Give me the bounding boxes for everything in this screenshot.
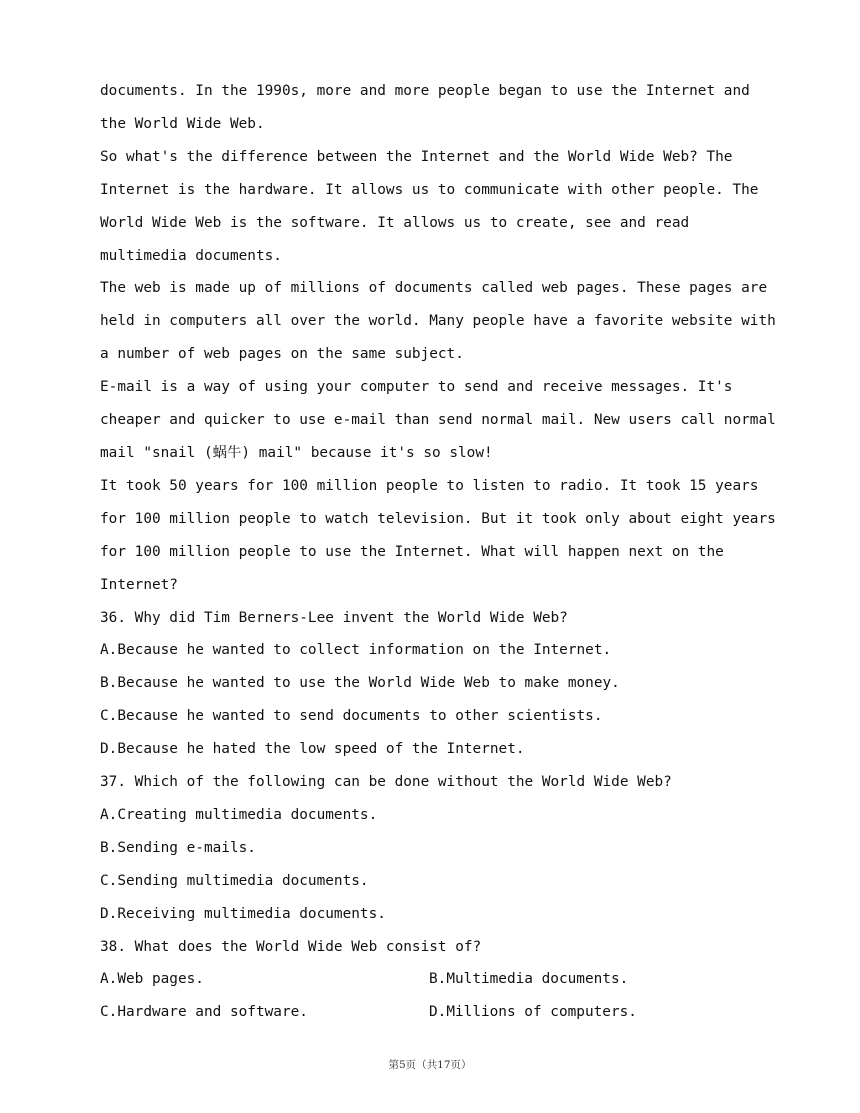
passage-line: for 100 million people to watch television. But it took only about eight years xyxy=(100,510,776,527)
option-d: D.Receiving multimedia documents. xyxy=(100,905,386,922)
question-stem: 37. Which of the following can be done without the World Wide Web? xyxy=(100,774,672,791)
option-b: B.Because he wanted to use the World Wide Web to make money. xyxy=(100,675,620,692)
option-a: A.Because he wanted to collect information on the Internet. xyxy=(100,642,612,659)
option-c: C.Sending multimedia documents. xyxy=(100,872,369,889)
options-row xyxy=(100,963,780,996)
passage-line: cheaper and quicker to use e-mail than send normal mail. New users call normal xyxy=(100,412,776,429)
passage-line: Internet is the hardware. It allows us to communicate with other people. The xyxy=(100,181,759,198)
question-36 xyxy=(100,602,780,767)
document-body xyxy=(100,75,780,1029)
passage-line: Internet? xyxy=(100,576,178,593)
option-b: B.Sending e-mails. xyxy=(100,839,256,856)
passage-line: for 100 million people to use the Internet. What will happen next on the xyxy=(100,543,724,560)
passage-line: the World Wide Web. xyxy=(100,115,265,132)
question-37 xyxy=(100,766,780,931)
question-stem: 36. Why did Tim Berners-Lee invent the World Wide Web? xyxy=(100,609,568,626)
reading-passage xyxy=(100,75,780,602)
option-d: D.Because he hated the low speed of the Internet. xyxy=(100,741,525,758)
question-stem: 38. What does the World Wide Web consist of? xyxy=(100,938,482,955)
passage-line: So what's the difference between the Internet and the World Wide Web? The xyxy=(100,148,733,165)
option-b: B.Multimedia documents. xyxy=(429,971,629,988)
passage-line: World Wide Web is the software. It allows us to create, see and read xyxy=(100,214,690,231)
option-a: A.Creating multimedia documents. xyxy=(100,806,378,823)
passage-line: documents. In the 1990s, more and more people began to use the Internet and xyxy=(100,83,750,99)
options-row xyxy=(100,996,780,1029)
passage-line: held in computers all over the world. Many people have a favorite website with xyxy=(100,313,776,330)
passage-line: E-mail is a way of using your computer to send and receive messages. It's xyxy=(100,379,733,396)
page-number-footer: 第5页（共17页） xyxy=(388,1059,472,1071)
option-d: D.Millions of computers. xyxy=(429,1004,637,1021)
question-38 xyxy=(100,931,780,1030)
option-c: C.Because he wanted to send documents to other scientists. xyxy=(100,708,603,725)
passage-line: The web is made up of millions of documents called web pages. These pages are xyxy=(100,280,768,297)
passage-line: mail "snail (蜗牛) mail" because it's so slow! xyxy=(100,444,493,461)
option-a: A.Web pages. xyxy=(100,971,204,988)
option-c: C.Hardware and software. xyxy=(100,1004,308,1021)
passage-line: It took 50 years for 100 million people to listen to radio. It took 15 years xyxy=(100,477,759,494)
passage-line: a number of web pages on the same subject. xyxy=(100,346,464,363)
passage-line: multimedia documents. xyxy=(100,247,282,264)
